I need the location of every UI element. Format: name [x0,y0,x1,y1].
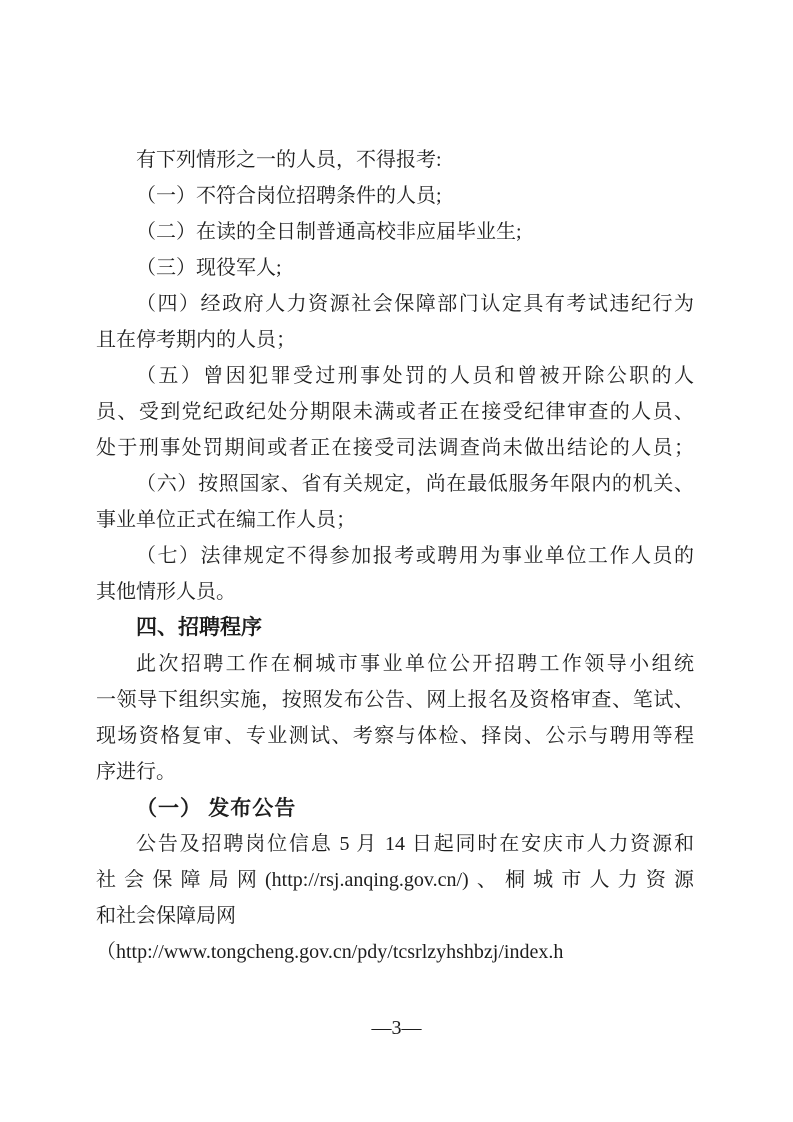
text-line: （一）不符合岗位招聘条件的人员; [136,185,442,207]
text-line: （五）曾因犯罪受过刑事处罚的人员和曾被开除公职的人 [136,365,694,387]
text-line: 一领导下组织实施，按照发布公告、网上报名及资格审查、笔试、 [96,689,694,711]
page-footer [0,1010,793,1046]
text-line: （七）法律规定不得参加报考或聘用为事业单位工作人员的 [136,545,694,567]
text-line: 序进行。 [96,761,176,783]
text-line: 处于刑事处罚期间或者正在接受司法调查尚未做出结论的人员； [96,437,694,459]
text-line: （六）按照国家、省有关规定，尚在最低服务年限内的机关、 [136,473,694,495]
text-line: （http://www.tongcheng.gov.cn/pdy/tcsrlzyhshbzj/index.h [96,941,564,963]
text-line: 此次招聘工作在桐城市事业单位公开招聘工作领导小组统 [136,653,694,675]
text-line: （四）经政府人力资源社会保障部门认定具有考试违纪行为 [136,293,694,315]
text-line: （二）在读的全日制普通高校非应届毕业生; [136,221,522,243]
page-number: —3— [371,1017,422,1039]
text-line: 现场资格复审、专业测试、考察与体检、择岗、公示与聘用等程 [96,725,694,747]
text-line: 员、受到党纪政纪处分期限未满或者正在接受纪律审查的人员、 [96,401,694,423]
text-line: 其他情形人员。 [96,581,236,603]
section-heading: 四、招聘程序 [136,616,262,639]
text-line: 且在停考期内的人员； [96,329,296,351]
text-line: （三）现役军人; [136,257,282,279]
text-line: 事业单位正式在编工作人员； [96,509,356,531]
subsection-heading: （一） 发布公告 [136,796,297,820]
text-line: 和社会保障局网 [96,905,236,927]
text-line: 有下列情形之一的人员，不得报考: [136,149,442,171]
document-body [96,142,694,970]
text-line: 社会保障局网(http://rsj.anqing.gov.cn/)、桐城市人力资源 [96,869,694,891]
text-line: 公告及招聘岗位信息 5 月 14 日起同时在安庆市人力资源和 [136,833,694,855]
